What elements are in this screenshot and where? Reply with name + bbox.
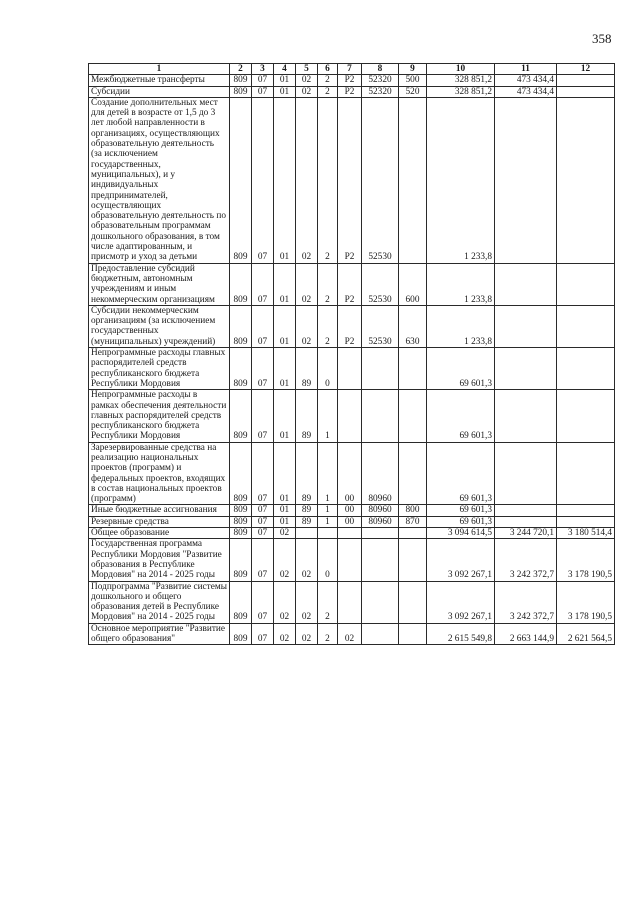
section-code: 07 bbox=[252, 539, 274, 581]
amount-year-1: 3 094 614,5 bbox=[427, 528, 495, 539]
amount-year-1: 69 601,3 bbox=[427, 390, 495, 442]
subprogram-code: 0 bbox=[318, 348, 338, 390]
table-row bbox=[89, 581, 615, 623]
direction-code bbox=[362, 348, 399, 390]
amount-year-1: 69 601,3 bbox=[427, 348, 495, 390]
row-name: Подпрограмма "Развитие системы дошкольного и общего образования детей в Республике Мордовия" на 2014 - 2025 годы bbox=[89, 581, 230, 623]
subprogram-code: 1 bbox=[318, 442, 338, 505]
subprogram-code: 2 bbox=[318, 263, 338, 305]
direction-code: 52320 bbox=[362, 86, 399, 97]
program-code: 02 bbox=[296, 75, 318, 86]
program-code: 89 bbox=[296, 348, 318, 390]
row-name: Государственная программа Республики Мордовия "Развитие образования в Республике Мордовия" на 2014 - 2025 годы bbox=[89, 539, 230, 581]
page-number: 358 bbox=[592, 31, 612, 46]
section-code: 07 bbox=[252, 623, 274, 645]
row-name: Субсидии bbox=[89, 86, 230, 97]
row-name: Зарезервированные средства на реализацию национальных проектов (программ) и федеральных проектов, входящих в состав национальных проектов (программ) bbox=[89, 442, 230, 505]
amount-year-3 bbox=[557, 75, 615, 86]
section-code: 07 bbox=[252, 442, 274, 505]
ministry-code: 809 bbox=[230, 516, 252, 527]
table-row bbox=[89, 539, 615, 581]
amount-year-1: 1 233,8 bbox=[427, 263, 495, 305]
expense-type-code: 500 bbox=[399, 75, 427, 86]
subsection-code: 02 bbox=[274, 528, 296, 539]
program-code: 02 bbox=[296, 263, 318, 305]
direction-code: 52320 bbox=[362, 75, 399, 86]
subprogram-code: 2 bbox=[318, 75, 338, 86]
table-row bbox=[89, 75, 615, 86]
budget-table bbox=[88, 63, 615, 645]
section-code: 07 bbox=[252, 581, 274, 623]
event-code: 00 bbox=[338, 505, 362, 516]
section-code: 07 bbox=[252, 505, 274, 516]
event-code bbox=[338, 581, 362, 623]
table-row bbox=[89, 263, 615, 305]
amount-year-2 bbox=[495, 97, 557, 263]
section-code: 07 bbox=[252, 305, 274, 347]
program-code bbox=[296, 528, 318, 539]
ministry-code: 809 bbox=[230, 263, 252, 305]
program-code: 89 bbox=[296, 442, 318, 505]
amount-year-2: 3 242 372,7 bbox=[495, 581, 557, 623]
amount-year-3 bbox=[557, 442, 615, 505]
expense-type-code bbox=[399, 528, 427, 539]
column-header: 10 bbox=[427, 64, 495, 75]
row-name: Создание дополнительных мест для детей в возрасте от 1,5 до 3 лет любой направленности в организациях, осуществляющих образовательную деятельность (за исключением государственных, муниципальных), и у индивидуальных предпринимателей, осуществляющих образовательную деятельность по образовательным программам дошкольного образования, в том числе адаптированным, и присмотр и уход за детьми bbox=[89, 97, 230, 263]
direction-code: 80960 bbox=[362, 516, 399, 527]
direction-code: 52530 bbox=[362, 263, 399, 305]
amount-year-1: 328 851,2 bbox=[427, 86, 495, 97]
amount-year-1: 69 601,3 bbox=[427, 516, 495, 527]
subsection-code: 02 bbox=[274, 623, 296, 645]
amount-year-2 bbox=[495, 442, 557, 505]
ministry-code: 809 bbox=[230, 442, 252, 505]
amount-year-3: 3 180 514,4 bbox=[557, 528, 615, 539]
column-header: 11 bbox=[495, 64, 557, 75]
program-code: 89 bbox=[296, 516, 318, 527]
ministry-code: 809 bbox=[230, 305, 252, 347]
direction-code: 52530 bbox=[362, 97, 399, 263]
row-name: Субсидии некоммерческим организациям (за исключением государственных (муниципальных) учреждений) bbox=[89, 305, 230, 347]
program-code: 02 bbox=[296, 97, 318, 263]
table-row bbox=[89, 442, 615, 505]
expense-type-code bbox=[399, 581, 427, 623]
section-code: 07 bbox=[252, 516, 274, 527]
direction-code: 80960 bbox=[362, 505, 399, 516]
subprogram-code: 2 bbox=[318, 581, 338, 623]
amount-year-2 bbox=[495, 348, 557, 390]
amount-year-1: 3 092 267,1 bbox=[427, 539, 495, 581]
event-code: 02 bbox=[338, 623, 362, 645]
subprogram-code bbox=[318, 528, 338, 539]
event-code: 00 bbox=[338, 516, 362, 527]
subsection-code: 01 bbox=[274, 390, 296, 442]
section-code: 07 bbox=[252, 86, 274, 97]
subsection-code: 01 bbox=[274, 516, 296, 527]
amount-year-2: 3 244 720,1 bbox=[495, 528, 557, 539]
expense-type-code: 520 bbox=[399, 86, 427, 97]
amount-year-2: 2 663 144,9 bbox=[495, 623, 557, 645]
column-header: 1 bbox=[89, 64, 230, 75]
ministry-code: 809 bbox=[230, 539, 252, 581]
subsection-code: 01 bbox=[274, 305, 296, 347]
table-row bbox=[89, 390, 615, 442]
amount-year-3 bbox=[557, 97, 615, 263]
amount-year-3 bbox=[557, 86, 615, 97]
ministry-code: 809 bbox=[230, 581, 252, 623]
section-code: 07 bbox=[252, 390, 274, 442]
direction-code bbox=[362, 528, 399, 539]
table-header-row bbox=[89, 64, 615, 75]
ministry-code: 809 bbox=[230, 390, 252, 442]
amount-year-2 bbox=[495, 390, 557, 442]
event-code: 00 bbox=[338, 442, 362, 505]
row-name: Непрограммные расходы главных распорядителей средств республиканского бюджета Республики Мордовия bbox=[89, 348, 230, 390]
subprogram-code: 2 bbox=[318, 86, 338, 97]
direction-code: 52530 bbox=[362, 305, 399, 347]
amount-year-3: 3 178 190,5 bbox=[557, 539, 615, 581]
event-code: Р2 bbox=[338, 97, 362, 263]
section-code: 07 bbox=[252, 75, 274, 86]
section-code: 07 bbox=[252, 528, 274, 539]
expense-type-code: 600 bbox=[399, 263, 427, 305]
program-code: 89 bbox=[296, 390, 318, 442]
direction-code bbox=[362, 623, 399, 645]
amount-year-3: 3 178 190,5 bbox=[557, 581, 615, 623]
expense-type-code: 630 bbox=[399, 305, 427, 347]
program-code: 02 bbox=[296, 623, 318, 645]
subsection-code: 01 bbox=[274, 348, 296, 390]
amount-year-3 bbox=[557, 305, 615, 347]
table-row bbox=[89, 505, 615, 516]
column-header: 3 bbox=[252, 64, 274, 75]
expense-type-code bbox=[399, 390, 427, 442]
amount-year-1: 328 851,2 bbox=[427, 75, 495, 86]
amount-year-3 bbox=[557, 390, 615, 442]
subprogram-code: 2 bbox=[318, 97, 338, 263]
direction-code: 80960 bbox=[362, 442, 399, 505]
column-header: 6 bbox=[318, 64, 338, 75]
row-name: Иные бюджетные ассигнования bbox=[89, 505, 230, 516]
row-name: Предоставление субсидий бюджетным, автономным учреждениям и иным некоммерческим организациям bbox=[89, 263, 230, 305]
subsection-code: 02 bbox=[274, 581, 296, 623]
event-code bbox=[338, 348, 362, 390]
ministry-code: 809 bbox=[230, 75, 252, 86]
amount-year-2 bbox=[495, 516, 557, 527]
subprogram-code: 1 bbox=[318, 390, 338, 442]
expense-type-code bbox=[399, 97, 427, 263]
table-row bbox=[89, 97, 615, 263]
subsection-code: 02 bbox=[274, 539, 296, 581]
expense-type-code: 800 bbox=[399, 505, 427, 516]
ministry-code: 809 bbox=[230, 505, 252, 516]
table-row bbox=[89, 348, 615, 390]
column-header: 8 bbox=[362, 64, 399, 75]
row-name: Общее образование bbox=[89, 528, 230, 539]
program-code: 02 bbox=[296, 539, 318, 581]
amount-year-1: 1 233,8 bbox=[427, 305, 495, 347]
amount-year-3: 2 621 564,5 bbox=[557, 623, 615, 645]
ministry-code: 809 bbox=[230, 97, 252, 263]
subsection-code: 01 bbox=[274, 75, 296, 86]
event-code: Р2 bbox=[338, 263, 362, 305]
amount-year-2 bbox=[495, 305, 557, 347]
program-code: 02 bbox=[296, 305, 318, 347]
row-name: Непрограммные расходы в рамках обеспечения деятельности главных распорядителей средств республиканского бюджета Республики Мордовия bbox=[89, 390, 230, 442]
column-header: 2 bbox=[230, 64, 252, 75]
event-code: Р2 bbox=[338, 86, 362, 97]
amount-year-3 bbox=[557, 516, 615, 527]
subsection-code: 01 bbox=[274, 442, 296, 505]
column-header: 12 bbox=[557, 64, 615, 75]
event-code bbox=[338, 528, 362, 539]
subsection-code: 01 bbox=[274, 263, 296, 305]
expense-type-code bbox=[399, 348, 427, 390]
amount-year-3 bbox=[557, 505, 615, 516]
row-name: Межбюджетные трансферты bbox=[89, 75, 230, 86]
column-header: 9 bbox=[399, 64, 427, 75]
direction-code bbox=[362, 539, 399, 581]
amount-year-3 bbox=[557, 348, 615, 390]
amount-year-2: 473 434,4 bbox=[495, 86, 557, 97]
section-code: 07 bbox=[252, 97, 274, 263]
ministry-code: 809 bbox=[230, 528, 252, 539]
table-row bbox=[89, 623, 615, 645]
column-header: 4 bbox=[274, 64, 296, 75]
ministry-code: 809 bbox=[230, 348, 252, 390]
expense-type-code bbox=[399, 539, 427, 581]
event-code: Р2 bbox=[338, 305, 362, 347]
amount-year-1: 69 601,3 bbox=[427, 442, 495, 505]
expense-type-code bbox=[399, 623, 427, 645]
amount-year-1: 69 601,3 bbox=[427, 505, 495, 516]
amount-year-1: 3 092 267,1 bbox=[427, 581, 495, 623]
subprogram-code: 1 bbox=[318, 505, 338, 516]
ministry-code: 809 bbox=[230, 86, 252, 97]
amount-year-1: 2 615 549,8 bbox=[427, 623, 495, 645]
amount-year-1: 1 233,8 bbox=[427, 97, 495, 263]
expense-type-code: 870 bbox=[399, 516, 427, 527]
event-code bbox=[338, 390, 362, 442]
direction-code bbox=[362, 581, 399, 623]
column-header: 7 bbox=[338, 64, 362, 75]
subprogram-code: 2 bbox=[318, 623, 338, 645]
table-row bbox=[89, 305, 615, 347]
event-code bbox=[338, 539, 362, 581]
table-row bbox=[89, 516, 615, 527]
amount-year-2: 473 434,4 bbox=[495, 75, 557, 86]
subprogram-code: 2 bbox=[318, 305, 338, 347]
subprogram-code: 0 bbox=[318, 539, 338, 581]
subsection-code: 01 bbox=[274, 97, 296, 263]
expense-type-code bbox=[399, 442, 427, 505]
program-code: 02 bbox=[296, 86, 318, 97]
amount-year-2 bbox=[495, 505, 557, 516]
row-name: Основное мероприятие "Развитие общего образования" bbox=[89, 623, 230, 645]
ministry-code: 809 bbox=[230, 623, 252, 645]
subprogram-code: 1 bbox=[318, 516, 338, 527]
amount-year-3 bbox=[557, 263, 615, 305]
subsection-code: 01 bbox=[274, 86, 296, 97]
event-code: Р2 bbox=[338, 75, 362, 86]
program-code: 89 bbox=[296, 505, 318, 516]
row-name: Резервные средства bbox=[89, 516, 230, 527]
amount-year-2: 3 242 372,7 bbox=[495, 539, 557, 581]
amount-year-2 bbox=[495, 263, 557, 305]
table-row bbox=[89, 528, 615, 539]
section-code: 07 bbox=[252, 348, 274, 390]
table-row bbox=[89, 86, 615, 97]
subsection-code: 01 bbox=[274, 505, 296, 516]
section-code: 07 bbox=[252, 263, 274, 305]
direction-code bbox=[362, 390, 399, 442]
program-code: 02 bbox=[296, 581, 318, 623]
column-header: 5 bbox=[296, 64, 318, 75]
